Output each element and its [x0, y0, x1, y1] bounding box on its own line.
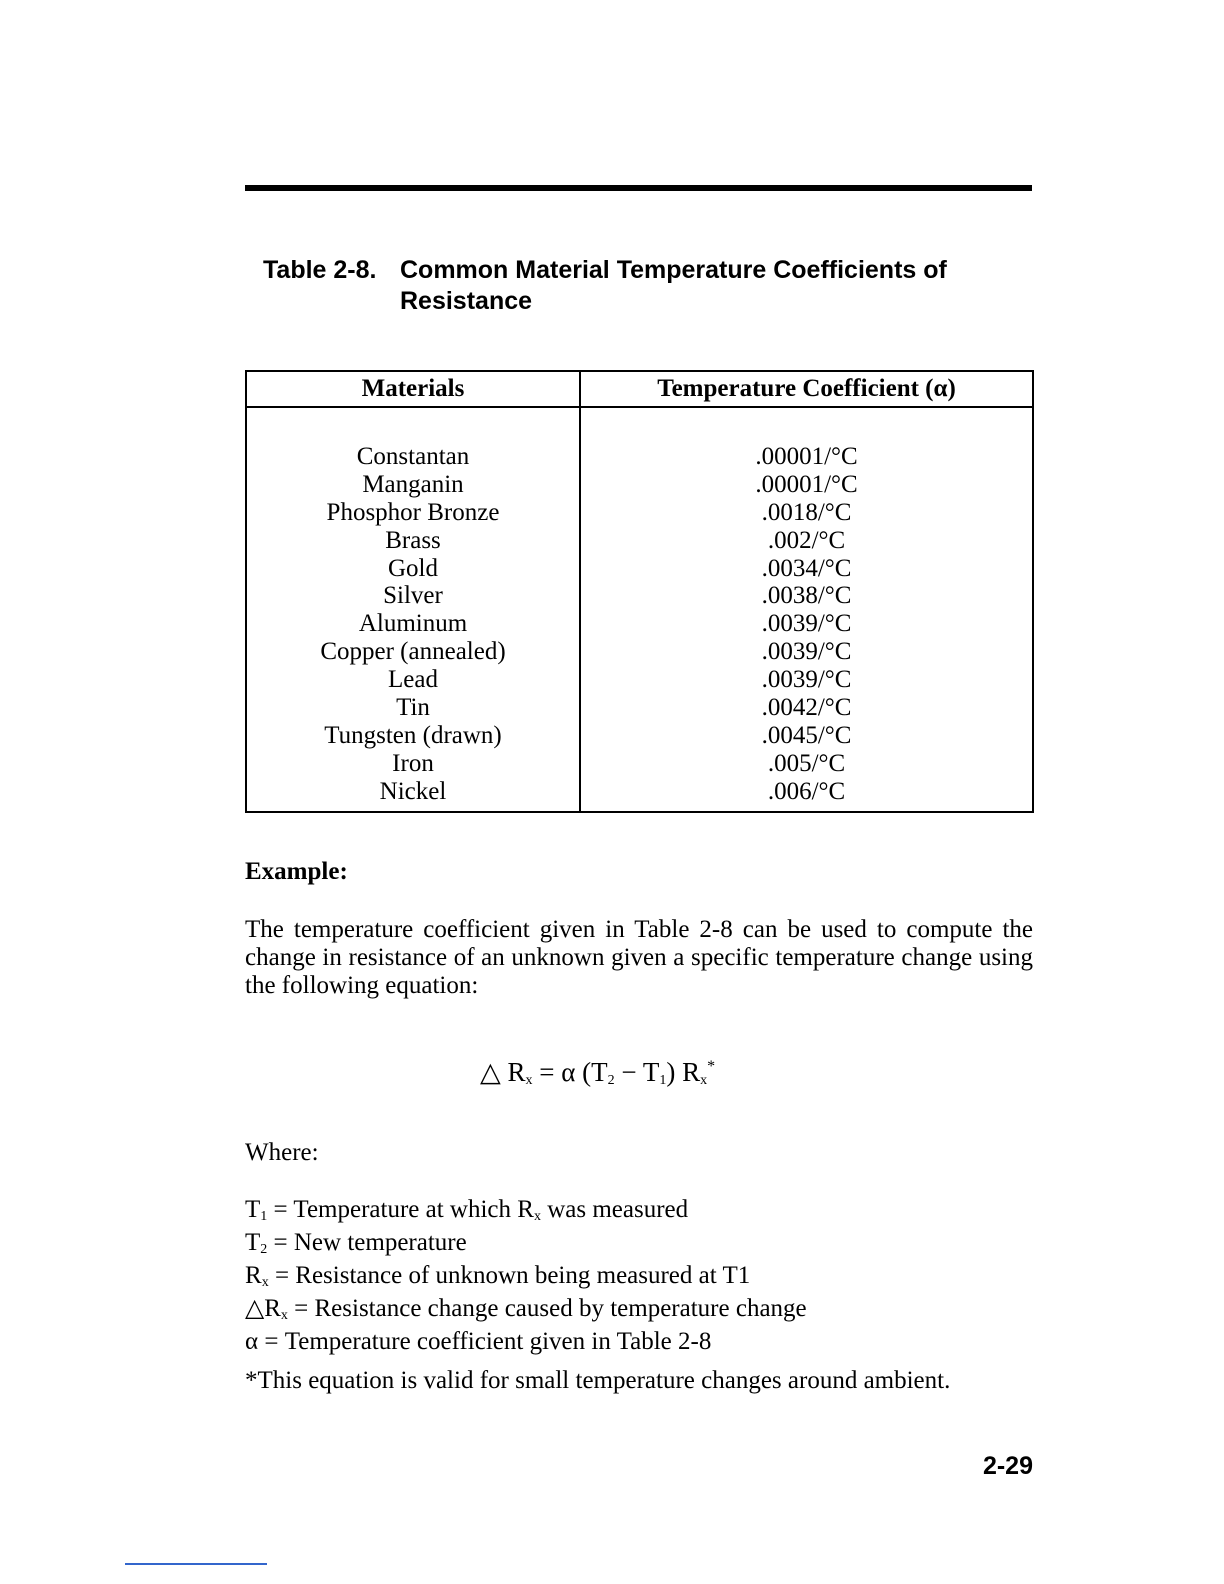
eq-close-r: ) R	[666, 1057, 701, 1087]
eq-sub-1: 1	[659, 1073, 667, 1088]
material-cell: Manganin	[362, 470, 464, 498]
def-symbol-sub: x	[261, 1275, 269, 1290]
coefficient-cell: .0039/°C	[761, 610, 852, 638]
coefficient-cell: .0039/°C	[761, 638, 852, 666]
coefficient-cell: .0039/°C	[761, 666, 852, 694]
material-cell: Copper (annealed)	[320, 638, 506, 666]
coefficient-cell: .00001/°C	[755, 443, 858, 470]
definition-line	[245, 1193, 1045, 1226]
def-text-sub: x	[533, 1209, 541, 1224]
coefficient-cell: .006/°C	[767, 777, 846, 805]
material-cell: Lead	[388, 666, 438, 694]
material-cell: Constantan	[356, 443, 470, 470]
eq-sub-x2: x	[700, 1073, 708, 1088]
table-title	[263, 255, 1043, 317]
top-rule	[245, 185, 1032, 191]
def-symbol: T	[245, 1196, 261, 1223]
definitions-list	[245, 1193, 1045, 1358]
eq-star: *	[707, 1058, 716, 1075]
definition-line	[245, 1325, 1045, 1358]
def-text: = Temperature at which R	[267, 1196, 534, 1223]
material-cell: Silver	[383, 582, 443, 610]
def-symbol: α	[245, 1328, 259, 1355]
material-cell: Nickel	[379, 777, 447, 805]
def-symbol: T	[245, 1229, 261, 1256]
material-cell: Iron	[392, 749, 434, 777]
coefficient-cell: .0038/°C	[761, 582, 852, 610]
coefficient-cell: .0042/°C	[761, 694, 852, 722]
coefficient-cell: .0045/°C	[761, 721, 852, 749]
definition-line	[245, 1292, 1045, 1325]
table-label: Table 2-8.	[263, 256, 377, 284]
eq-sub-x: x	[525, 1073, 533, 1088]
coefficient-cell: .002/°C	[767, 526, 846, 554]
where-label: Where:	[245, 1139, 319, 1166]
header-materials: Materials	[246, 371, 580, 407]
material-cell: Tin	[396, 694, 430, 722]
page-number: 2-29	[982, 1452, 1033, 1480]
coefficient-cell: .005/°C	[767, 749, 846, 777]
material-cell: Gold	[388, 554, 438, 582]
table-header-row	[246, 371, 1033, 407]
bottom-link-line	[125, 1563, 267, 1565]
def-symbol-sub: x	[280, 1308, 288, 1323]
footnote: *This equation is valid for small temperature changes around ambient.	[245, 1367, 951, 1394]
coefficients-column	[580, 407, 1033, 812]
header-coefficient: Temperature Coefficient (α)	[580, 371, 1033, 407]
coefficient-cell: .00001/°C	[755, 470, 858, 498]
definition-line	[245, 1226, 1045, 1259]
materials-column	[246, 407, 580, 812]
material-cell: Aluminum	[358, 610, 468, 638]
coefficient-table	[245, 370, 1034, 813]
example-paragraph: The temperature coefficient given in Table 2-8 can be used to compute the change in resistance of an unknown given a specific temperature change using the following equation:	[245, 916, 1033, 999]
def-symbol: R	[245, 1262, 262, 1289]
coefficient-cell: .0034/°C	[761, 554, 852, 582]
def-text: = Resistance change caused by temperature change	[287, 1295, 807, 1322]
coefficient-cell: .0018/°C	[761, 498, 852, 526]
def-symbol-sub: 2	[260, 1242, 268, 1257]
def-text: = Resistance of unknown being measured at T1	[268, 1262, 751, 1289]
eq-equals-alpha: = α (T	[532, 1057, 608, 1087]
def-text: = Temperature coefficient given in Table 2-8	[258, 1328, 712, 1355]
def-symbol: △R	[245, 1295, 281, 1322]
example-label: Example:	[245, 858, 348, 885]
material-cell: Tungsten (drawn)	[324, 721, 502, 749]
def-symbol-sub: 1	[260, 1209, 268, 1224]
eq-sub-2: 2	[607, 1073, 615, 1088]
equation	[480, 1057, 715, 1088]
table-title-text: Common Material Temperature Coefficients of Resistance	[400, 256, 947, 315]
def-text: = New temperature	[267, 1229, 467, 1256]
definition-line	[245, 1259, 1045, 1292]
def-text-tail: was measured	[540, 1196, 689, 1223]
material-cell: Brass	[385, 526, 441, 554]
eq-delta: △ R	[480, 1057, 526, 1087]
material-cell: Phosphor Bronze	[326, 498, 500, 526]
table-body-row	[246, 407, 1033, 812]
eq-minus: − T	[614, 1057, 660, 1087]
